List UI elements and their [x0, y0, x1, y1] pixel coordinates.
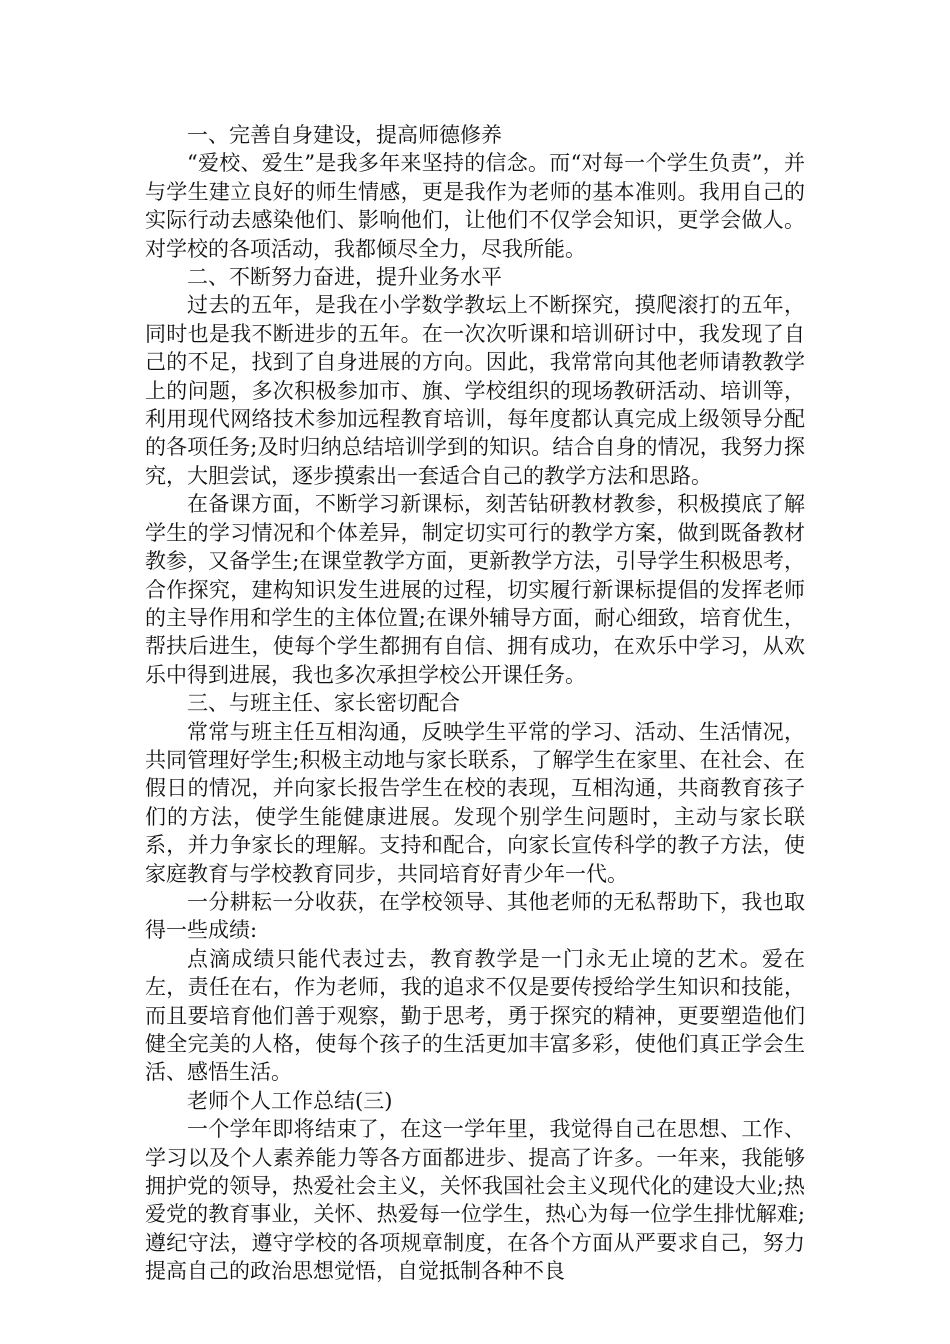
section-heading-1: 一、完善自身建设，提高师德修养 [187, 123, 502, 147]
paragraph-6: 点滴成绩只能代表过去，教育教学是一门永无止境的艺术。爱在左，责任在右，作为老师，我的追求不仅是要传授给学生知识和技能，而且要培育他们善于观察，勤于思考，勇于探究的精神，更要塑造他们健全完美的人格，使每个孩子的生活更加丰富多彩，使他们真正学会生活、感悟生活。 [145, 946, 805, 1085]
section-heading-4: 老师个人工作总结(三) [187, 1088, 393, 1113]
document-page [145, 121, 805, 1286]
paragraph-1: “爱校、爱生”是我多年来坚持的信念。而“对每一个学生负责”，并与学生建立良好的师生情感，更是我作为老师的基本准则。我用自己的实际行动去感染他们、影响他们，让他们不仅学会知识，更学会做人。对学校的各项活动，我都倾尽全力，尽我所能。 [145, 151, 805, 261]
section-heading-3: 三、与班主任、家长密切配合 [187, 691, 460, 716]
paragraph-4: 常常与班主任互相沟通，反映学生平常的学习、活动、生活情况，共同管理好学生;积极主动地与家长联系，了解学生在家里、在社会、在假日的情况，并向家长报告学生在校的表现，互相沟通，共商教育孩子们的方法，使学生能健康进展。发现个别学生问题时，主动与家长联系，并力争家长的理解。支持和配合，向家长宣传科学的教子方法，使家庭教育与学校教育同步，共同培育好青少年一代。 [145, 719, 805, 886]
paragraph-7: 一个学年即将结束了，在这一学年里，我觉得自己在思想、工作、学习以及个人素养能力等各方面都进步、提高了许多。一年来，我能够拥护党的领导，热爱社会主义，关怀我国社会主义现代化的建设大业;热爱党的教育事业，关怀、热爱每一位学生，热心为每一位学生排忧解难;遵纪守法，遵守学校的各项规章制度，在各个方面从严要求自己，努力提高自己的政治思想觉悟，自觉抵制各种不良 [145, 1117, 805, 1284]
section-heading-2: 二、不断努力奋进，提升业务水平 [187, 265, 502, 290]
paragraph-2: 过去的五年，是我在小学数学教坛上不断探究，摸爬滚打的五年，同时也是我不断进步的五年。在一次次听课和培训研讨中，我发现了自己的不足，找到了自身进展的方向。因此，我常常向其他老师请教教学上的问题，多次积极参加市、旗、学校组织的现场教研活动、培训等，利用现代网络技术参加远程教育培训，每年度都认真完成上级领导分配的各项任务;及时归纳总结培训学到的知识。结合自身的情况，我努力探究，大胆尝试，逐步摸索出一套适合自己的教学方法和思路。 [145, 293, 805, 488]
paragraph-5: 一分耕耘一分收获，在学校领导、其他老师的无私帮助下，我也取得一些成绩: [145, 889, 805, 943]
paragraph-3: 在备课方面，不断学习新课标，刻苦钻研教材教参，积极摸底了解学生的学习情况和个体差异，制定切实可行的教学方案，做到既备教材教参，又备学生;在课堂教学方面，更新教学方法，引导学生积极思考，合作探究，建构知识发生进展的过程，切实履行新课标提倡的发挥老师的主导作用和学生的主体位置;在课外辅导方面，耐心细致，培育优生，帮扶后进生，使每个学生都拥有自信、拥有成功，在欢乐中学习，从欢乐中得到进展，我也多次承担学校公开课任务。 [145, 492, 805, 687]
